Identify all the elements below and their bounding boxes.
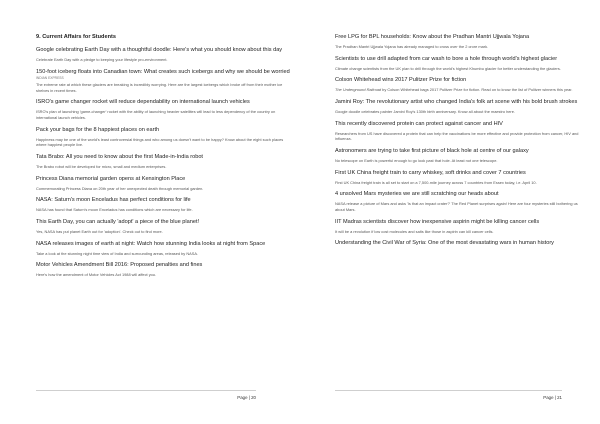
article-headline[interactable]: ISRO's game changer rocket will reduce dependability on international launch vehicles bbox=[36, 99, 250, 106]
article-entry bbox=[36, 262, 292, 278]
article-description bbox=[335, 87, 582, 93]
article-entry bbox=[36, 127, 292, 148]
article-description: The extreme rate at which these glaciers are breaking is incredibly worrying. Here are the largest icebergs which broke off from their mother ice shelves in recent times. bbox=[36, 82, 283, 93]
article-entry bbox=[335, 170, 582, 186]
article-entry bbox=[335, 34, 582, 50]
article-entry bbox=[335, 121, 582, 142]
page-number: Page | 21 bbox=[335, 390, 562, 400]
article-description: Happiness may be one of the world's least controversial things and who among us doesn't want to be happy? Know about the eight such places where happiest people live. bbox=[36, 136, 284, 148]
article-description: The Pradhan Mantri Ujjwala Yojana has already managed to cross over the 2 crore mark. bbox=[335, 43, 489, 49]
article-description: ISRO's plan of launching 'game-changer' rocket with the ability of launching heavier satellites will lead to less dependency of the country on international launch vehicles. bbox=[36, 109, 276, 120]
article-entry bbox=[335, 148, 582, 164]
article-entry bbox=[335, 77, 582, 93]
article-headline[interactable]: IIT Madras scientists discover how inexpensive aspirin might be killing cancer cells bbox=[335, 218, 540, 225]
article-description-text: by Colson Whitehead bags 2017 Pulitzer Prize for fiction. Read on to know the list of Pulitzer winners this year. bbox=[381, 87, 573, 93]
article-headline[interactable]: This Earth Day, you can actually 'adopt' a piece of the blue planet! bbox=[36, 219, 200, 226]
article-description: Google doodle celebrates painter Jamini Roy's 130th birth anniversary. Know all about the maestro here. bbox=[335, 108, 515, 114]
article-description: Climate change scientists from the UK plan to drill through the world's highest Khumbu glacier for better understanding the glaciers. bbox=[335, 65, 561, 71]
article-description: Commemorating Princess Diana on 20th year of her unexpected death through memorial garden. bbox=[36, 185, 204, 191]
page-right bbox=[300, 0, 600, 424]
article-entry bbox=[335, 99, 582, 115]
article-entry bbox=[36, 69, 292, 94]
article-source: INDIAN EXPRESS bbox=[36, 75, 64, 80]
article-entry bbox=[36, 219, 292, 235]
article-entry bbox=[36, 154, 292, 170]
article-description: Take a look at the stunning night time view of India and surrounding areas, released by NASA. bbox=[36, 250, 198, 256]
article-description: NASA has found that Saturn's moon Enceladus has conditions which are necessary for life. bbox=[36, 207, 193, 213]
article-description: First UK China freight train is all set to start on a 7,500-mile journey across 7 countries from Essex today, i.e. April 10. bbox=[335, 179, 537, 185]
article-headline[interactable]: Princess Diana memorial garden opens at Kensington Place bbox=[36, 175, 186, 182]
article-headline[interactable]: Astronomers are trying to take first picture of black hole at centre of our galaxy bbox=[335, 148, 529, 155]
article-headline[interactable]: Motor Vehicles Amendment Bill 2016: Proposed penalties and fines bbox=[36, 262, 203, 269]
article-entry bbox=[335, 191, 582, 212]
article-description: No telescope on Earth is powerful enough to go look past that hole. At least not one telescope. bbox=[335, 157, 498, 163]
section-title: 9. Current Affairs for Students bbox=[36, 34, 116, 40]
article-entry bbox=[36, 241, 292, 257]
article-description: NASA release a picture of Mars and asks 'Is that an impact crater?' The Red Planet surprises again! Here are four mysteries still bothering us about Mars. bbox=[335, 201, 578, 212]
article-headline[interactable]: Google celebrating Earth Day with a thoughtful doodle: Here's what you should know about this day bbox=[36, 47, 283, 53]
article-entry bbox=[36, 47, 292, 63]
article-description: The Brabo robot will be developed for micro, small and medium enterprises. bbox=[36, 163, 167, 169]
article-headline[interactable]: Understanding the Civil War of Syria: One of the most devastating wars in human history bbox=[335, 240, 554, 247]
article-headline[interactable]: NASA releases images of earth at night: Watch how stunning India looks at night from Space bbox=[36, 240, 266, 247]
article-description: Yes, NASA has put planet Earth out for 'adoption'. Check out to find more. bbox=[36, 229, 163, 234]
article-headline[interactable]: Free LPG for BPL households: Know about the Pradhan Mantri Ujjwala Yojana bbox=[335, 34, 530, 40]
article-headline[interactable]: This recently discovered protein can protect against cancer and HIV bbox=[335, 120, 503, 127]
article-headline[interactable]: Jamini Roy: The revolutionary artist who changed India's folk art scene with his bold brush strokes bbox=[335, 99, 578, 106]
article-headline[interactable]: 150-foot iceberg floats into Canadian town: What creates such icebergs and why we should be worried bbox=[36, 68, 290, 75]
article-description: Celebrate Earth Day with a pledge to keeping your lifestyle pro-environment. bbox=[36, 56, 168, 62]
article-description: Here's how the amendment of Motor Vehicles Act 1988 will affect you. bbox=[36, 272, 157, 278]
article-headline[interactable]: Pack your bags for the 8 happiest places on earth bbox=[36, 126, 160, 133]
article-description: Researchers from US have discovered a protein that can help the vaccinations be more effective and provide protection from cancer, HIV and influenza. bbox=[335, 130, 579, 142]
book-title: The Underground Railroad bbox=[335, 87, 382, 93]
article-headline[interactable]: Colson Whitehead wins 2017 Pulitzer Prize for fiction bbox=[335, 77, 467, 84]
article-headline[interactable]: Scientists to use drill adapted from car wash to bore a hole through world's highest glacier bbox=[335, 55, 558, 62]
page-number: Page | 20 bbox=[36, 390, 256, 400]
article-entry bbox=[36, 99, 292, 120]
article-description: It will be a revolution if low cost molecules and salts like those in aspirin can kill cancer cells. bbox=[335, 228, 494, 234]
article-headline[interactable]: 4 unsolved Mars mysteries we are still scratching our heads about bbox=[335, 191, 499, 198]
article-entry bbox=[335, 219, 582, 235]
article-entry bbox=[335, 56, 582, 72]
article-entry bbox=[36, 176, 292, 192]
article-entry bbox=[36, 197, 292, 213]
article-entry bbox=[335, 240, 582, 247]
article-headline[interactable]: NASA: Saturn's moon Enceladus has perfect conditions for life bbox=[36, 197, 191, 204]
article-headline[interactable]: Tata Brabo: All you need to know about the first Made-in-India robot bbox=[36, 154, 203, 161]
article-headline[interactable]: First UK China freight train to carry whiskey, soft drinks and cover 7 countries bbox=[335, 169, 526, 176]
